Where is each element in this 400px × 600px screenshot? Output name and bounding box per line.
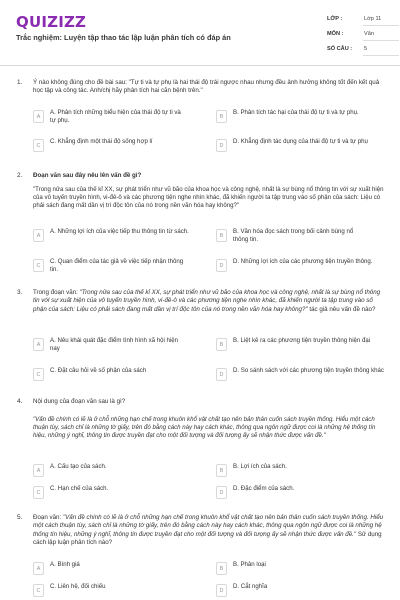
option-letter-box[interactable]: C: [33, 139, 44, 152]
option-text: B. Văn hóa đọc sách trong bối cảnh bùng nổ thông tin.: [233, 228, 354, 244]
option-text: C. Đặt câu hỏi về số phận của sách: [50, 367, 147, 374]
meta-value: Lớp 11: [364, 16, 382, 22]
meta-value: Văn: [364, 31, 374, 37]
question-tail: Sử dụng cách lập luận phân tích nào?: [33, 530, 382, 547]
option-letter-box[interactable]: A: [33, 110, 44, 123]
question-text: [33, 289, 385, 314]
option-letter-box[interactable]: C: [33, 259, 44, 272]
meta-label: SỐ CÂU :: [327, 46, 353, 52]
option-letter-box[interactable]: D: [216, 486, 227, 499]
option-text: B. Phân loại: [233, 561, 266, 568]
option-text: A. Nêu khái quát đặc điểm tình hình xã hội hiện nay: [50, 337, 179, 353]
question-number: 2.: [17, 172, 23, 179]
option-letter-box[interactable]: A: [33, 229, 44, 242]
option-text: C. Hạn chế của sách.: [50, 485, 109, 492]
worksheet-header: [0, 0, 400, 66]
option-letter-box[interactable]: A: [33, 464, 44, 477]
option-letter-box[interactable]: B: [216, 229, 227, 242]
option-letter-box[interactable]: B: [216, 338, 227, 351]
option-letter-box[interactable]: C: [33, 584, 44, 597]
meta-label: MÔN :: [327, 31, 344, 37]
option-text: B. Liệt kê ra các phương tiện truyền thông hiện đại: [233, 337, 371, 344]
option-text: C. Liên hệ, đối chiếu: [50, 583, 106, 590]
question-lead: Đoạn văn:: [33, 514, 62, 521]
meta-divider: [363, 40, 399, 41]
option-text: A. Phân tích những biểu hiện của thái độ tự ti và tự phụ.: [50, 109, 181, 125]
option-text: A. Cấu tạo của sách.: [50, 463, 107, 470]
option-text: B. Lợi ích của sách.: [233, 463, 287, 470]
meta-value: 5: [364, 46, 368, 52]
option-letter-box[interactable]: D: [216, 584, 227, 597]
option-text: A. Bình giá: [50, 561, 80, 568]
option-text: C. Khẳng định một thái độ sống hợp lí: [50, 138, 153, 145]
option-letter-box[interactable]: B: [216, 110, 227, 123]
option-letter-box[interactable]: A: [33, 338, 44, 351]
option-text: D. Khẳng định tác dụng của thái độ tự ti và tự phụ: [233, 138, 368, 145]
question-quote: "Trong nửa sau của thế kỉ XX, sự phát triển như vũ bão của khoa học và công nghệ, nhất là sự bùng nổ thông tin với sự xuất hiện của vô tuyến truyền hình, vi-đê-ô và các phương tiện nghe nhìn khác, đã khiến người ta tập trung vào số phận của sách: Liệu có phải sách đang mất dần vị trí độc tôn của nó trong nền văn hóa hay không?": [33, 289, 381, 313]
option-letter-box[interactable]: D: [216, 368, 227, 381]
question-passage: "Vấn đề chính có lẽ là ở chỗ những hạn chế trong khuôn khổ vật chất tạo nên bản thân cuốn sách truyền thống. Hiểu một cách thuận tùy, sách chỉ là những tờ giấy, trên đó bằng cách này hay cách khác, thông qua ngôn ngữ được coi là những hệ thống tín hiệu, những ý nghĩ, thông tin được truyền đạt cho một đối tượng và đối tượng ấy sẽ nhận thức được vấn đề.": [33, 416, 376, 440]
question-passage: "Trong nửa sau của thế kỉ XX, sự phát triển như vũ bão của khoa học và công nghệ, nhất là sự bùng nổ thông tin với sự xuất hiện của vô tuyến truyền hình, vi-đê-ô và các phương tiện nghe nhìn khác, đã khiến người ta tập trung vào số phận của sách: Liệu có phải sách đang mất dần vị trí độc tôn của nó trong nền văn hóa hay không?": [33, 186, 384, 210]
question-number: 4.: [17, 398, 23, 405]
option-letter-box[interactable]: D: [216, 259, 227, 272]
question-text: Ý nào không đúng cho đề bài sau: "Tự ti và tự phụ là hai thái độ trái ngược nhau nhưng đều ảnh hưởng không tốt đến kết quả học tập và công tác. Anh/chị hãy phân tích hai căn bệnh trên.": [33, 79, 380, 95]
option-letter-box[interactable]: B: [216, 464, 227, 477]
option-letter-box[interactable]: C: [33, 486, 44, 499]
meta-divider: [363, 55, 399, 56]
question-number: 5.: [17, 514, 23, 521]
question-quote: "Vấn đề chính có lẽ là ở chỗ những hạn chế trong khuôn khổ vật chất tạo nên bản thân cuốn sách truyền thống. Hiểu một cách thuận tùy, sách chỉ là những tờ giấy, trên đó bằng cách này hay cách khác, thông qua ngôn ngữ được coi là những hệ thống tín hiệu, những ý nghĩ, thông tin được truyền đạt cho một đối tượng và đối tượng ấy sẽ nhận thức được vấn đề.": [33, 514, 384, 538]
quizizz-logo: QUIZIZZ: [16, 13, 87, 31]
question-lead: Trong đoạn văn:: [33, 289, 78, 296]
question-text: Nội dung của đoạn văn sau là gì?: [33, 398, 126, 405]
option-text: D. So sánh sách với các phương tiện truyền thông khác: [233, 367, 384, 374]
option-letter-box[interactable]: C: [33, 368, 44, 381]
meta-label: LỚP :: [327, 16, 343, 22]
option-letter-box[interactable]: B: [216, 562, 227, 575]
meta-divider: [363, 25, 399, 26]
question-text: Đoạn văn sau đây nêu lên vấn đề gì?: [33, 172, 142, 179]
option-text: A. Những lợi ích của việc tiếp thu thông tin từ sách.: [50, 228, 189, 235]
question-number: 3.: [17, 289, 23, 296]
option-letter-box[interactable]: A: [33, 562, 44, 575]
option-text: B. Phân tích tác hại của thái độ tự ti và tự phụ.: [233, 109, 359, 116]
option-text: C. Quan điểm của tác giả về việc tiếp nhận thông tin.: [50, 258, 184, 274]
question-number: 1.: [17, 79, 23, 86]
option-letter-box[interactable]: D: [216, 139, 227, 152]
page-title: Trắc nghiệm: Luyện tập thao tác lập luận phân tích có đáp án: [16, 33, 231, 42]
question-text: [33, 514, 385, 547]
option-text: D. Những lợi ích của các phương tiện truyền thông.: [233, 258, 373, 265]
question-tail: tác giả nêu vấn đề nào?: [309, 305, 376, 313]
option-text: D. Đặc điểm của sách.: [233, 485, 295, 492]
option-text: D. Cắt nghĩa: [233, 583, 268, 590]
